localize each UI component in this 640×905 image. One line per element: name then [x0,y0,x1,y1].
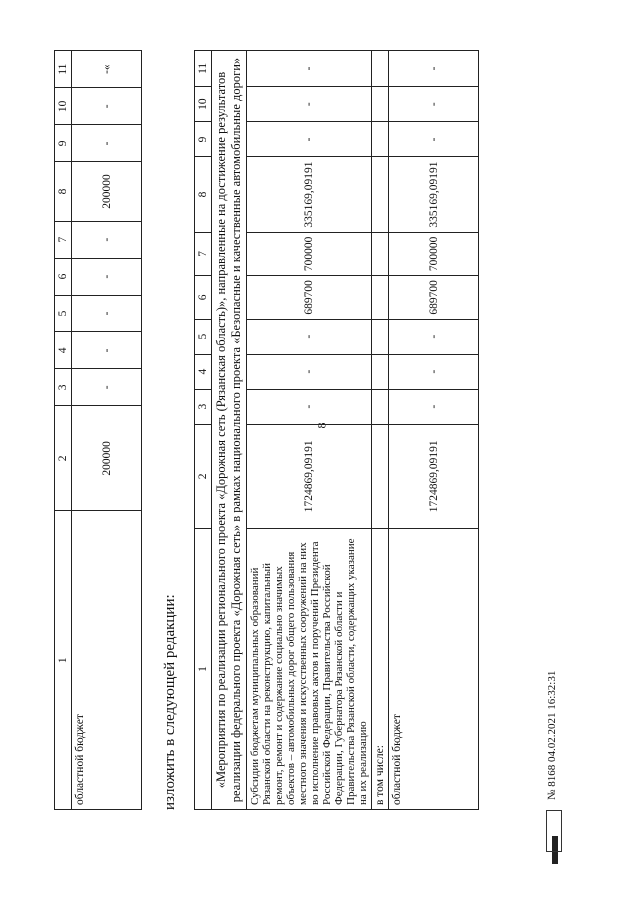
table-cell: - [389,354,479,389]
header-cell: 8 [55,162,72,221]
table-cell [372,232,389,276]
header-cell: 7 [195,232,212,276]
table-cell: 1724869,09191 [247,424,372,528]
section-title: «Мероприятия по реализации регионального проекта «Дорожная сеть (Рязанская область)», направленные на достижение результатов реализации федерального проекта «Дорожная сеть» в рамках национального проекта «Безопасные и качественные автомобильные дороги» [212,51,247,810]
header-cell: 5 [195,319,212,354]
table-row [72,51,142,810]
table-cell: - [72,332,142,369]
section-title-row [212,51,247,810]
table-cell: 689700 [247,276,372,320]
row-label: Субсидии бюджетам муниципальных образований Рязанской области на реконструкцию, капитальный ремонт, ремонт и содержание социально значимых объектов – автомобильных дорог общего пользования местного значения и искусственных сооружений на них во исполнение правовых актов и поручений Президента Российской Федерации, Правительства Российской Федерации, Губернатора Рязанской области и Правительства Рязанской области, содержащих указание на их реализацию [247,529,372,810]
table-cell: 700000 [389,232,479,276]
table-cell [372,122,389,157]
table-cell: 335169,09191 [247,157,372,232]
table-cell: - [247,319,372,354]
barcode-box [546,810,562,852]
header-cell: 9 [55,125,72,162]
header-cell: 9 [195,122,212,157]
table-cell [372,276,389,320]
header-cell: 5 [55,295,72,332]
table-previous [54,50,142,810]
table-cell [372,157,389,232]
page-number: 8 [314,422,329,429]
table-cell: - [389,389,479,424]
table-cell: 200000 [72,162,142,221]
table-cell: 335169,09191 [389,157,479,232]
table-row [247,51,372,810]
table-cell [372,424,389,528]
header-cell: 3 [55,369,72,406]
table-cell: - [247,51,372,87]
header-cell: 1 [55,511,72,810]
table-cell [372,86,389,122]
table-cell [372,354,389,389]
table-cell: - [72,125,142,162]
table-cell: - [389,319,479,354]
header-cell: 4 [55,332,72,369]
table-row [372,51,389,810]
table-cell: - [72,88,142,125]
header-cell: 6 [195,276,212,320]
table-new-edition [194,50,479,810]
table-row [389,51,479,810]
header-cell: 3 [195,389,212,424]
table-cell: - [247,86,372,122]
amendment-heading: изложить в следующей редакции: [162,594,178,810]
row-label: областной бюджет [72,511,142,810]
table-cell: - [72,221,142,258]
header-cell: 2 [195,424,212,528]
table-cell: - [389,122,479,157]
header-cell: 8 [195,157,212,232]
header-cell: 10 [55,88,72,125]
rotated-page [46,30,566,870]
header-cell: 1 [195,529,212,810]
header-cell: 7 [55,221,72,258]
header-cell: 2 [55,406,72,511]
table-cell: - [247,389,372,424]
header-cell: 11 [55,51,72,88]
table-header-row [55,51,72,810]
row-label: областной бюджет [389,529,479,810]
table-cell: - [72,369,142,406]
table-cell: 1724869,09191 [389,424,479,528]
table-cell [372,319,389,354]
table-cell: - [389,51,479,87]
table-cell: -« [72,51,142,88]
table-cell: - [247,354,372,389]
header-cell: 6 [55,258,72,295]
table-cell: - [389,86,479,122]
header-cell: 4 [195,354,212,389]
header-cell: 11 [195,51,212,87]
header-cell: 10 [195,86,212,122]
table-cell: 200000 [72,406,142,511]
row-label: в том числе: [372,529,389,810]
registration-stamp-text: № 8168 04.02.2021 16:32:31 [546,670,558,800]
table-cell: 689700 [389,276,479,320]
table-cell: - [247,122,372,157]
table-header-row [195,51,212,810]
table-cell [372,389,389,424]
table-cell: - [72,258,142,295]
table-cell: 700000 [247,232,372,276]
table-cell [372,51,389,87]
table-cell: - [72,295,142,332]
